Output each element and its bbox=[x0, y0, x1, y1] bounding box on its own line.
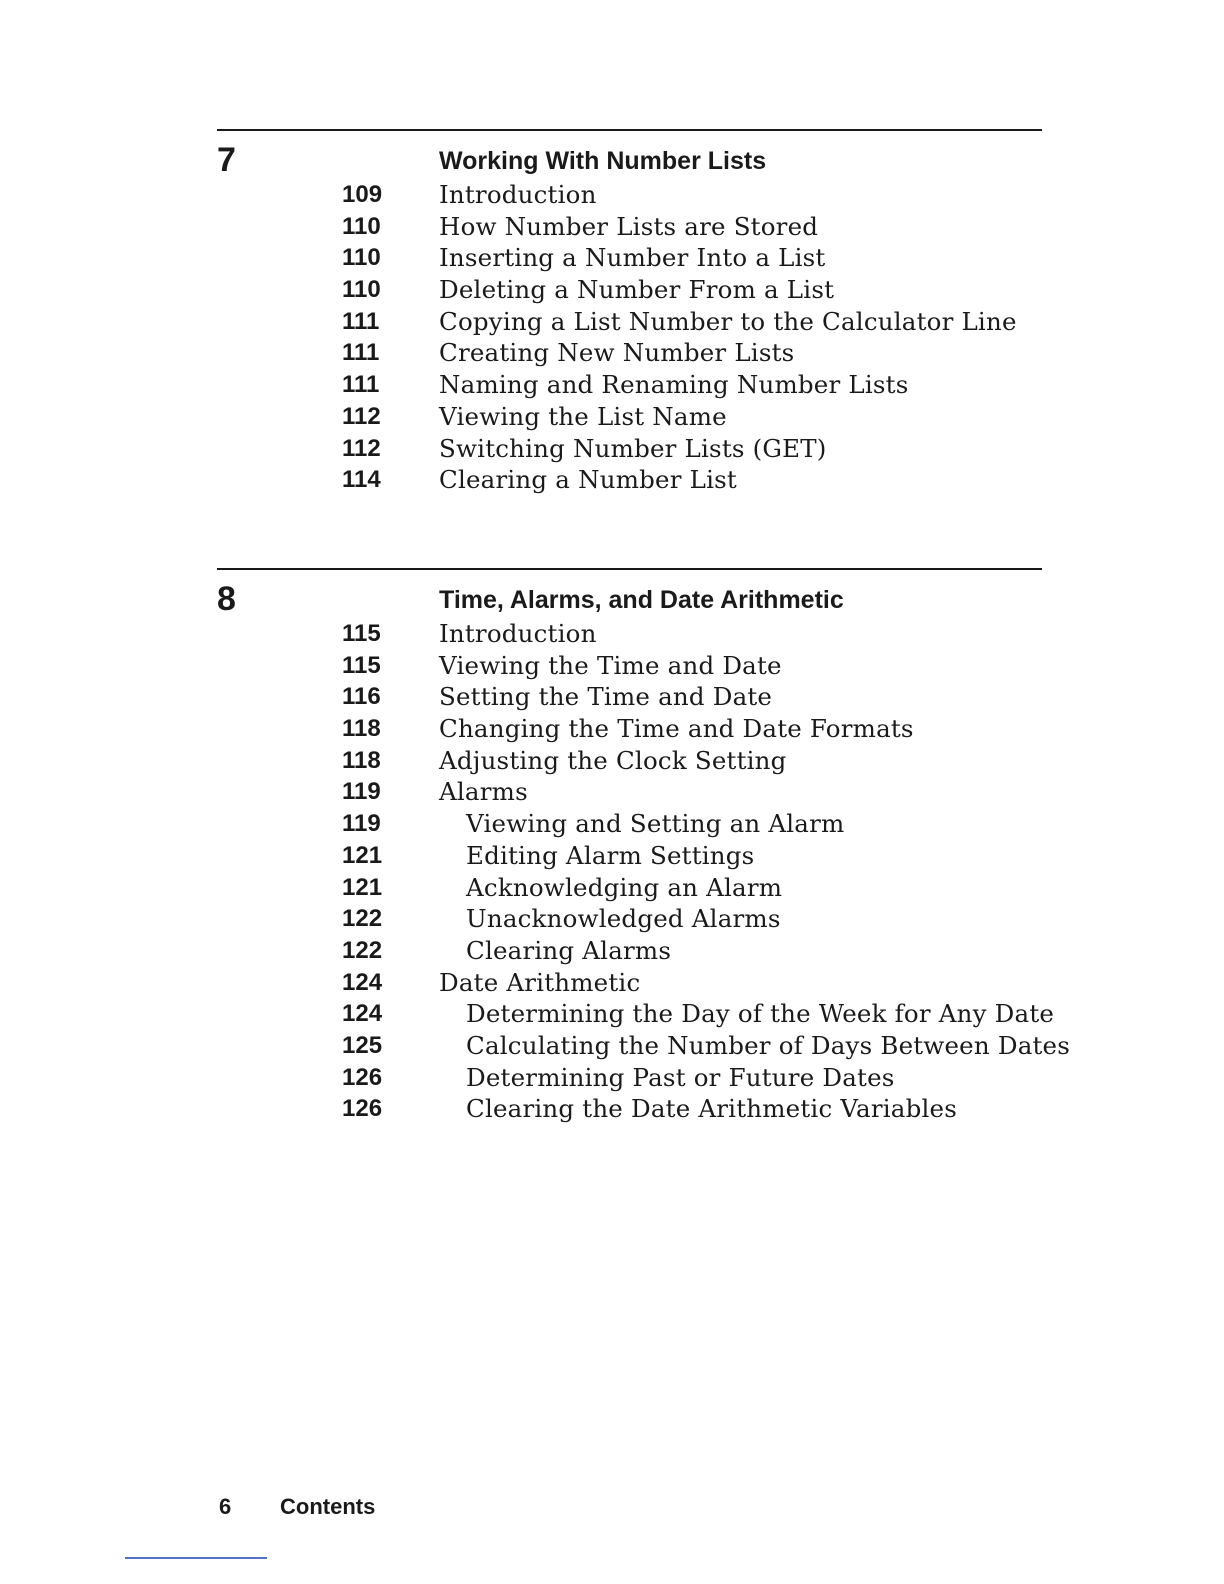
page-number: 115 bbox=[342, 651, 381, 679]
page-number: 115 bbox=[342, 620, 381, 647]
entry-title: Determining Past or Future Dates bbox=[466, 1062, 895, 1092]
page-number: 126 bbox=[342, 1095, 383, 1123]
entry-title: Determining the Day of the Week for Any Date bbox=[466, 999, 1055, 1029]
entry-title: Clearing the Date Arithmetic Variables bbox=[466, 1094, 957, 1124]
entry-title: Switching Number Lists (GET) bbox=[439, 433, 827, 463]
toc-entry[interactable] bbox=[217, 464, 1117, 496]
toc-entry[interactable] bbox=[217, 967, 1117, 999]
toc-entry[interactable] bbox=[217, 179, 1117, 211]
page-number: 112 bbox=[342, 434, 381, 462]
entry-title: Viewing and Setting an Alarm bbox=[466, 809, 845, 839]
footer-label: Contents bbox=[280, 1494, 376, 1519]
page-number: 109 bbox=[342, 181, 383, 208]
toc-entry[interactable] bbox=[217, 776, 1117, 808]
page-number: 112 bbox=[342, 402, 381, 430]
chapter-number: 7 bbox=[217, 141, 236, 179]
page-number: 111 bbox=[342, 371, 380, 399]
entry-title: Adjusting the Clock Setting bbox=[439, 745, 787, 775]
entry-title: Clearing Alarms bbox=[466, 935, 672, 965]
toc-entry[interactable] bbox=[217, 337, 1117, 369]
toc-entry[interactable] bbox=[217, 840, 1117, 872]
entry-title: Creating New Number Lists bbox=[439, 338, 795, 368]
entry-title: Introduction bbox=[439, 619, 597, 648]
page-number: 124 bbox=[342, 968, 383, 996]
entry-title: Viewing the Time and Date bbox=[439, 650, 782, 680]
page-number: 111 bbox=[342, 339, 380, 367]
toc-entry[interactable] bbox=[217, 745, 1117, 777]
page-number: 116 bbox=[342, 683, 381, 711]
entry-title: Introduction bbox=[439, 180, 597, 209]
toc-entry[interactable] bbox=[217, 433, 1117, 465]
toc-entry[interactable] bbox=[217, 935, 1117, 967]
toc-entry[interactable] bbox=[217, 274, 1117, 306]
scan-edge-mark bbox=[125, 1557, 267, 1559]
chapter-title: Time, Alarms, and Date Arithmetic bbox=[439, 586, 844, 614]
entry-title: Calculating the Number of Days Between Dates bbox=[466, 1030, 1071, 1060]
entry-title: Inserting a Number Into a List bbox=[439, 243, 826, 273]
entry-title: Date Arithmetic bbox=[439, 967, 641, 997]
chapter-section bbox=[217, 568, 1071, 1124]
entry-title: Changing the Time and Date Formats bbox=[439, 714, 914, 744]
entry-title: Deleting a Number From a List bbox=[439, 275, 835, 305]
page-number: 110 bbox=[342, 244, 381, 272]
toc-entry[interactable] bbox=[217, 618, 1117, 650]
toc-entry[interactable] bbox=[217, 681, 1117, 713]
toc-entry[interactable] bbox=[217, 369, 1117, 401]
toc-entry[interactable] bbox=[217, 872, 1117, 904]
toc-entry-list bbox=[217, 179, 1117, 496]
toc-entry[interactable] bbox=[217, 211, 1117, 243]
toc-entry[interactable] bbox=[217, 1093, 1117, 1125]
page-footer bbox=[219, 1492, 376, 1522]
page-number: 122 bbox=[342, 936, 383, 964]
toc-entry-list bbox=[217, 618, 1117, 1125]
page-number: 114 bbox=[342, 466, 381, 494]
chapter-divider bbox=[217, 568, 1042, 570]
chapter-divider bbox=[217, 129, 1042, 131]
entry-title: Acknowledging an Alarm bbox=[466, 872, 783, 902]
toc-entry[interactable] bbox=[217, 1062, 1117, 1094]
footer-page-number: 6 bbox=[219, 1494, 232, 1519]
page-number: 121 bbox=[342, 841, 383, 869]
page-number: 124 bbox=[342, 1000, 383, 1028]
entry-title: How Number Lists are Stored bbox=[439, 211, 819, 241]
page-number: 126 bbox=[342, 1063, 383, 1091]
toc-entry[interactable] bbox=[217, 808, 1117, 840]
page-number: 119 bbox=[342, 778, 381, 806]
page-number: 121 bbox=[342, 873, 383, 901]
entry-title: Setting the Time and Date bbox=[439, 682, 773, 712]
entry-title: Copying a List Number to the Calculator Line bbox=[439, 306, 1017, 336]
toc-entry[interactable] bbox=[217, 1030, 1117, 1062]
page-number: 110 bbox=[342, 212, 381, 240]
page-number: 119 bbox=[342, 810, 381, 838]
page-number: 118 bbox=[342, 715, 381, 743]
chapter-title: Working With Number Lists bbox=[439, 147, 767, 175]
entry-title: Unacknowledged Alarms bbox=[466, 904, 781, 934]
page-number: 125 bbox=[342, 1031, 383, 1059]
entry-title: Alarms bbox=[439, 777, 528, 807]
toc-entry[interactable] bbox=[217, 306, 1117, 338]
toc-entry[interactable] bbox=[217, 650, 1117, 682]
chapter-number: 8 bbox=[217, 580, 236, 618]
toc-entry[interactable] bbox=[217, 242, 1117, 274]
chapter-section bbox=[217, 129, 1042, 495]
entry-title: Clearing a Number List bbox=[439, 465, 737, 495]
toc-entry[interactable] bbox=[217, 401, 1117, 433]
entry-title: Editing Alarm Settings bbox=[466, 840, 755, 870]
page-number: 111 bbox=[342, 307, 380, 335]
page-number: 110 bbox=[342, 276, 381, 304]
entry-title: Viewing the List Name bbox=[439, 401, 727, 431]
entry-title: Naming and Renaming Number Lists bbox=[439, 370, 909, 400]
page-number: 118 bbox=[342, 746, 381, 774]
toc-entry[interactable] bbox=[217, 713, 1117, 745]
toc-entry[interactable] bbox=[217, 903, 1117, 935]
toc-entry[interactable] bbox=[217, 998, 1117, 1030]
page-number: 122 bbox=[342, 905, 383, 933]
